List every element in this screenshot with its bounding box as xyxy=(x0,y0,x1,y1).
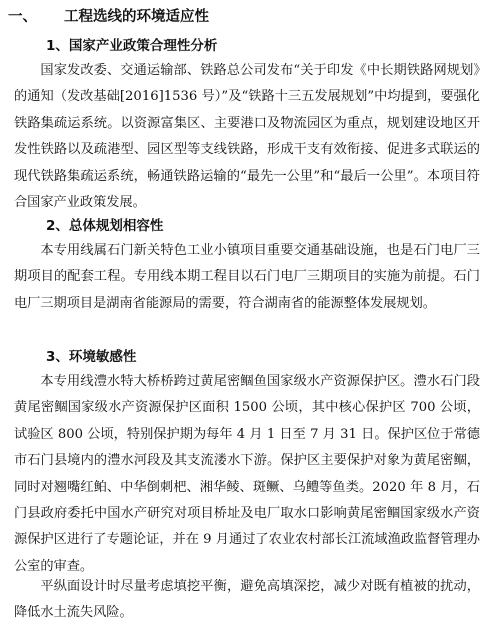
subsection-heading-planning: 2、总体规划相容性 xyxy=(46,218,164,234)
section-title: 工程选线的环境适应性 xyxy=(64,9,209,25)
paragraph-sensitivity: 本专用线澧水特大桥桥跨过黄尾密鲴鱼国家级水产资源保护区。澧水石门段黄尾密鲴国家级水产资源保护区面积 1500 公顷，其中核心保护区 700 公顷，试验区 800 公顷，特别保护期为每年 4 月 1 日至 7 月 31 日。保护区位于常德市石门县境内的澧水河段及其支流溇水下游。保护区主要保护对象为黄尾密鲴，同时对翘嘴红鲌、中华倒刺杷、湘华鲮、斑鳜、乌鳢等鱼类。2020 年 8 月，石门县政府委托中国水产研究对项目桥址及电厂取水口影响黄尾密鲴国家级水产资源保护区进行了专题论证，并在 9 月通过了农业农村部长江流域渔政监督管理办公室的审查。 xyxy=(14,374,480,574)
paragraph-policy: 国家发改委、交通运输部、铁路总公司发布“关于印发《中长期铁路网规划》的通知（发改基础[2016]1536 号）”及“铁路十三五发展规划”中均提到，要强化铁路集疏运系统。以资源富集区、主要港口及物流园区为重点，规划建设地区开发性铁路以及疏港型、园区型等支线铁路，形成干支有效衔接、促进多式联运的现代铁路集疏运系统，畅通铁路运输的“最先一公里”和“最后一公里”。本项目符合国家产业政策发展。 xyxy=(14,63,480,211)
paragraph-planning: 本专用线属石门新关特色工业小镇项目重要交通基础设施，也是石门电厂三期项目的配套工程。专用线本期工程目以石门电厂三期项目的实施为前提。石门电厂三期项目是湖南省能源局的需要，符合湖南省的能源整体发展规划。 xyxy=(14,243,480,311)
section-heading xyxy=(8,6,209,28)
subsection-heading-policy: 1、国家产业政策合理性分析 xyxy=(46,38,218,54)
section-number: 一、 xyxy=(8,9,37,25)
subsection-heading-sensitivity: 3、环境敏感性 xyxy=(46,349,137,365)
paragraph-design: 平纵面设计时尽量考虑填挖平衡，避免高填深挖，减少对既有植被的扰动，降低水土流失风险。 xyxy=(14,579,480,621)
